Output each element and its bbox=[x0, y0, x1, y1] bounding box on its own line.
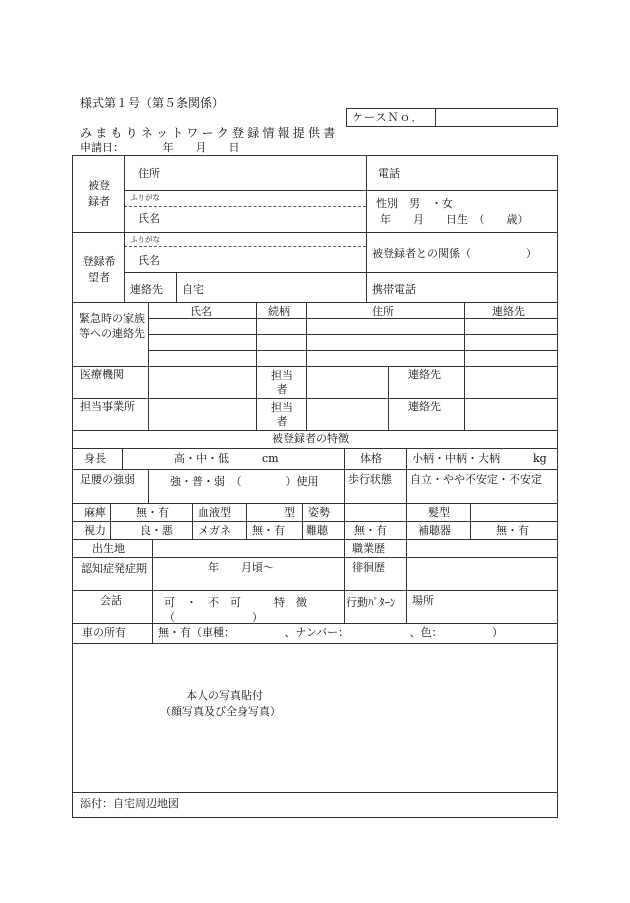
case-number-label: ケースＮｏ． bbox=[352, 111, 424, 124]
medical-label: 医療機関 bbox=[80, 368, 124, 381]
emergency-section-label: 緊急時の家族等への連絡先 bbox=[79, 312, 145, 340]
birthplace-label: 出生地 bbox=[92, 542, 125, 555]
glasses-value[interactable]: 無・有 bbox=[252, 524, 285, 537]
photo-sublabel: （顔写真及び全身写真） bbox=[160, 705, 281, 718]
car-value[interactable]: 無・有（車種： 、ナンバー： 、色： ） bbox=[158, 626, 504, 639]
place-label: 場所 bbox=[412, 594, 434, 607]
wander-label: 徘徊歴 bbox=[352, 561, 385, 574]
talk-value[interactable]: 可 ・ 不 可 特 徴（ ） bbox=[164, 596, 307, 624]
medical-contact-label: 連絡先 bbox=[408, 368, 441, 381]
posture-label: 姿勢 bbox=[308, 506, 330, 519]
emergency-col-relation: 続柄 bbox=[268, 305, 290, 318]
registrant-birth[interactable]: 年 月 日生 （ 歳） bbox=[380, 213, 529, 226]
applicant-contact-label: 連絡先 bbox=[130, 283, 163, 296]
emergency-col-name: 氏名 bbox=[190, 305, 212, 318]
talk-label: 会話 bbox=[100, 594, 122, 607]
dementia-value[interactable]: 年 月頃〜 bbox=[208, 561, 274, 574]
registrant-section-label: 被登録者 bbox=[88, 179, 110, 208]
emergency-col-contact: 連絡先 bbox=[492, 305, 525, 318]
walk-value[interactable]: 自立・やや不安定・不安定 bbox=[410, 473, 542, 486]
vision-label: 視力 bbox=[84, 524, 106, 537]
applicant-relation[interactable]: 被登録者との関係（ ） bbox=[372, 247, 537, 260]
registrant-address-label: 住所 bbox=[138, 167, 160, 180]
build-value[interactable]: 小柄・中柄・大柄 kg bbox=[412, 452, 547, 465]
glasses-label: メガネ bbox=[198, 524, 231, 537]
vision-value[interactable]: 良・悪 bbox=[140, 524, 173, 537]
hearing-aid-label: 補聴器 bbox=[418, 524, 451, 537]
registrant-phone-label: 電話 bbox=[378, 167, 400, 180]
applicant-home-phone: 自宅 bbox=[182, 283, 204, 296]
attachment-note: 添付：自宅周辺地図 bbox=[80, 797, 179, 810]
applicant-section-label: 登録希望者 bbox=[82, 255, 116, 284]
blood-value[interactable]: 型 bbox=[284, 506, 295, 519]
applicant-mobile-phone: 携帯電話 bbox=[372, 283, 416, 296]
applicant-name-label: 氏名 bbox=[138, 254, 160, 267]
office-contact-label: 連絡先 bbox=[408, 400, 441, 413]
deaf-value[interactable]: 無・有 bbox=[354, 524, 387, 537]
car-label: 車の所有 bbox=[82, 626, 126, 639]
dementia-label: 認知症発症期 bbox=[81, 562, 147, 575]
registrant-gender[interactable]: 性別 男 ・女 bbox=[376, 197, 453, 210]
hearing-aid-value[interactable]: 無・有 bbox=[496, 524, 529, 537]
height-value[interactable]: 高・中・低 cm bbox=[174, 452, 279, 465]
medical-person-label: 担当者 bbox=[271, 369, 293, 396]
features-title: 被登録者の特徴 bbox=[272, 432, 349, 445]
applicant-furigana-label: ふりがな bbox=[130, 235, 160, 244]
height-label: 身長 bbox=[84, 452, 106, 465]
hair-label: 髪型 bbox=[428, 506, 450, 519]
paralysis-value[interactable]: 無・有 bbox=[136, 506, 169, 519]
build-label: 体格 bbox=[360, 452, 382, 465]
blood-label: 血液型 bbox=[198, 506, 231, 519]
form-title: みまもりネットワーク登録情報提供書 bbox=[80, 126, 339, 140]
walk-label: 歩行状態 bbox=[348, 473, 392, 486]
request-date[interactable]: 申請日： 年 月 日 bbox=[80, 141, 240, 154]
form-number: 様式第１号（第５条関係） bbox=[80, 96, 225, 110]
registrant-name-label: 氏名 bbox=[138, 212, 160, 225]
legs-label: 足腰の強弱 bbox=[80, 473, 135, 486]
behavior-pattern-label: 行動ﾊﾟﾀｰﾝ bbox=[346, 596, 396, 609]
paralysis-label: 麻痺 bbox=[84, 506, 106, 519]
office-person-label: 担当者 bbox=[271, 401, 293, 428]
emergency-col-address: 住所 bbox=[372, 305, 394, 318]
office-label: 担当事業所 bbox=[80, 400, 135, 413]
deaf-label: 難聴 bbox=[306, 524, 328, 537]
photo-label: 本人の写真貼付 bbox=[186, 689, 263, 702]
career-label: 職業歴 bbox=[352, 542, 385, 555]
legs-value[interactable]: 強・普・弱 （ ）使用 bbox=[170, 475, 319, 488]
registrant-furigana-label: ふりがな bbox=[130, 193, 160, 202]
